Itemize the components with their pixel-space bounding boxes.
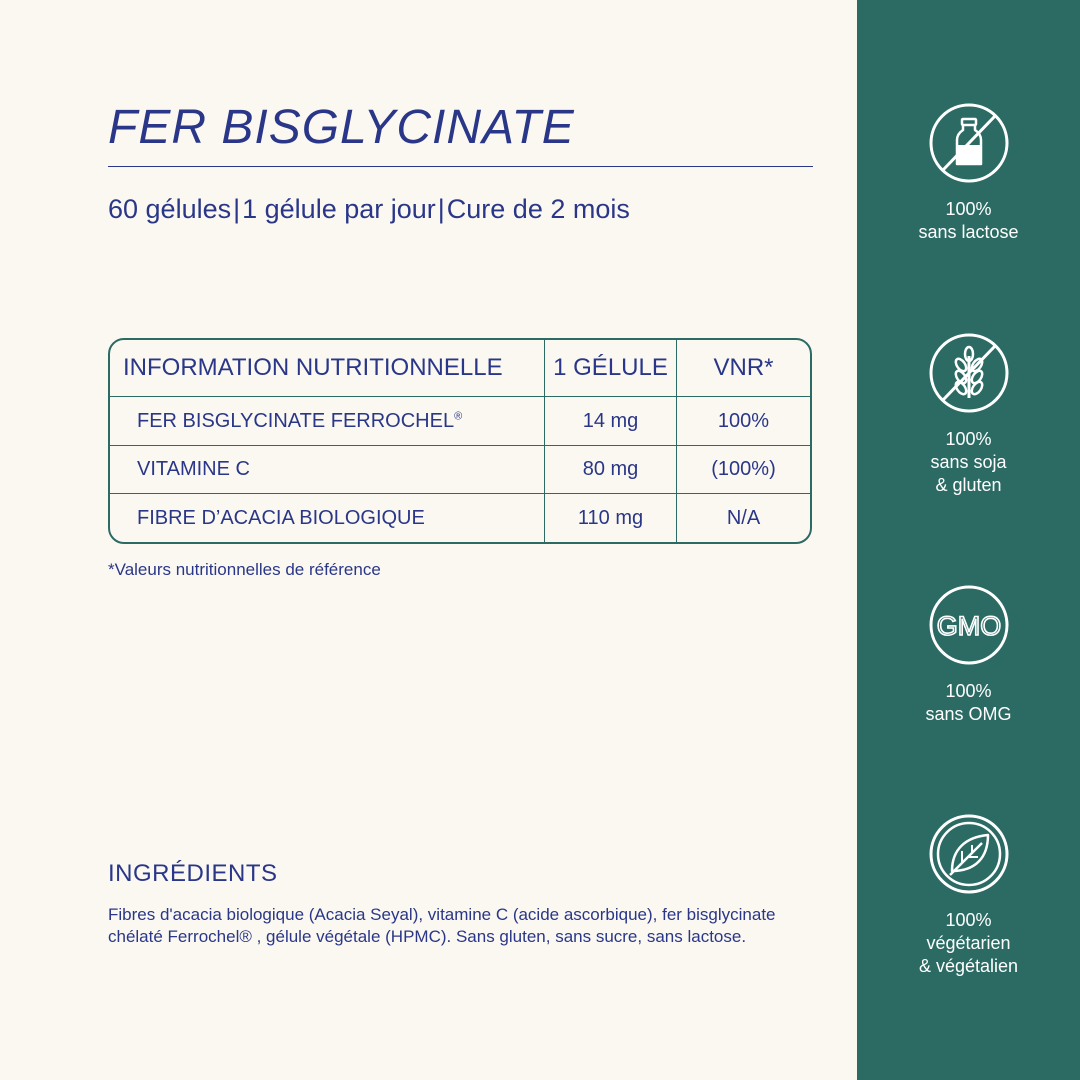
title-divider	[108, 166, 813, 167]
badge-label	[857, 680, 1080, 726]
badge-label	[857, 198, 1080, 244]
no-wheat-icon	[928, 332, 1010, 414]
nutrient-name	[110, 397, 545, 446]
table-row	[110, 494, 810, 544]
nutrient-vnr: (100%)	[677, 446, 811, 494]
header-vnr: VNR*	[677, 340, 811, 397]
product-subtitle	[108, 194, 630, 225]
table-row	[110, 446, 810, 494]
capsule-count: 60 gélules	[108, 194, 232, 224]
certification-sidebar	[857, 0, 1080, 1080]
badge-vegan	[857, 813, 1080, 978]
ingredients-text: Fibres d'acacia biologique (Acacia Seyal), vitamine C (acide ascorbique), fer bisglycinate chélaté Ferrochel® , gélule végétale (HPMC). Sans gluten, sans sucre, sans lactose.	[108, 905, 776, 946]
nutrient-dose: 110 mg	[545, 494, 677, 544]
badge-label	[857, 909, 1080, 978]
badge-label	[857, 428, 1080, 497]
nutrient-dose: 14 mg	[545, 397, 677, 446]
leaf-icon	[928, 813, 1010, 895]
subtitle-separator: |	[233, 194, 241, 224]
nutrient-name: VITAMINE C	[110, 446, 545, 494]
nutrient-name: FIBRE D’ACACIA BIOLOGIQUE	[110, 494, 545, 544]
nutrient-name-text: FER BISGLYCINATE FERROCHEL	[137, 409, 455, 432]
badge-line: 100%	[945, 681, 992, 701]
product-title: FER BISGLYCINATE	[108, 101, 575, 154]
badge-line: 100%	[945, 910, 992, 930]
badge-line: 100%	[945, 429, 992, 449]
badge-line: & gluten	[935, 475, 1002, 495]
badge-lactose-free	[857, 102, 1080, 244]
nutrient-vnr: N/A	[677, 494, 811, 544]
gmo-icon-text: GMO	[936, 611, 1001, 641]
badge-line: végétarien	[926, 933, 1011, 953]
badge-gmo-free	[857, 584, 1080, 726]
nutrition-table	[108, 338, 812, 544]
badge-line: sans soja	[930, 452, 1007, 472]
table-footnote: *Valeurs nutritionnelles de référence	[108, 560, 381, 579]
table-header-row	[110, 340, 810, 397]
table-row	[110, 397, 810, 446]
registered-mark: ®	[454, 409, 463, 422]
badge-line: & végétalien	[918, 956, 1019, 976]
badge-line: sans lactose	[918, 222, 1019, 242]
gmo-icon	[928, 584, 1010, 666]
daily-dose: 1 gélule par jour	[242, 194, 436, 224]
badge-line: sans OMG	[925, 704, 1012, 724]
course-duration: Cure de 2 mois	[446, 194, 630, 224]
ingredients-heading: INGRÉDIENTS	[108, 860, 278, 887]
subtitle-separator: |	[437, 194, 445, 224]
header-nutrition-info: INFORMATION NUTRITIONNELLE	[110, 340, 545, 397]
badge-soy-gluten-free	[857, 332, 1080, 497]
badge-line: 100%	[945, 199, 992, 219]
header-per-capsule: 1 GÉLULE	[545, 340, 677, 397]
nutrient-dose: 80 mg	[545, 446, 677, 494]
no-milk-bottle-icon	[928, 102, 1010, 184]
nutrient-vnr: 100%	[677, 397, 811, 446]
